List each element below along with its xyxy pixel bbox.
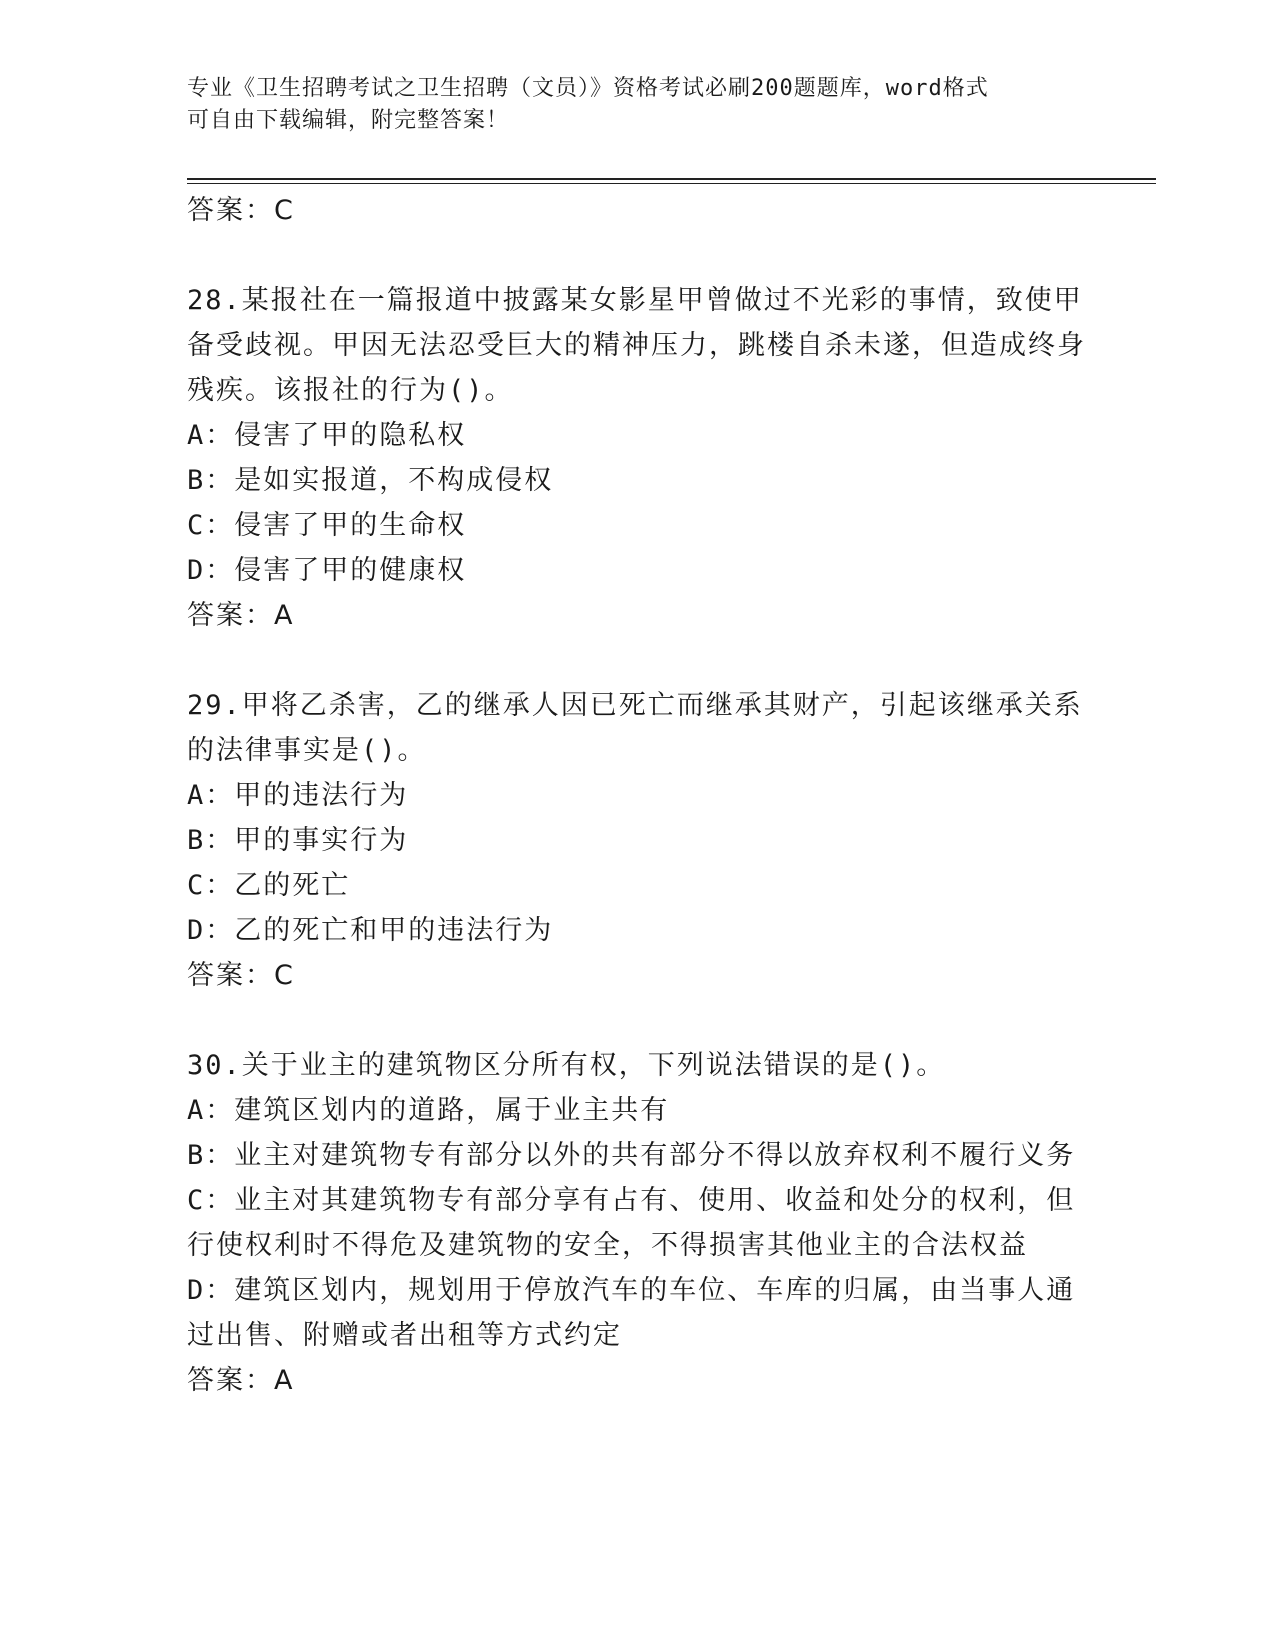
document-header <box>187 73 1067 137</box>
option-b: B：甲的事实行为 <box>187 825 409 856</box>
answer-line: 答案：C <box>187 960 295 991</box>
option-a: A：侵害了甲的隐私权 <box>187 420 467 451</box>
document-body <box>187 188 1087 1404</box>
option-c: C：侵害了甲的生命权 <box>187 510 467 541</box>
question-block-28 <box>187 278 1087 639</box>
answer-line: 答案：A <box>187 1365 295 1396</box>
option-a: A：建筑区划内的道路，属于业主共有 <box>187 1095 670 1126</box>
header-line-2: 可自由下载编辑，附完整答案！ <box>187 108 510 133</box>
option-b: B：是如实报道，不构成侵权 <box>187 465 554 496</box>
option-a: A：甲的违法行为 <box>187 780 409 811</box>
option-c: C：乙的死亡 <box>187 870 351 901</box>
question-block-29 <box>187 683 1087 999</box>
answer-line: 答案：A <box>187 600 295 631</box>
option-c: C：业主对其建筑物专有部分享有占有、使用、收益和处分的权利，但行使权利时不得危及建筑物的安全，不得损害其他业主的合法权益 <box>187 1185 1076 1261</box>
option-b: B：业主对建筑物专有部分以外的共有部分不得以放弃权利不履行义务 <box>187 1140 1076 1171</box>
option-d: D：建筑区划内，规划用于停放汽车的车位、车库的归属，由当事人通过出售、附赠或者出租等方式约定 <box>187 1275 1076 1351</box>
question-stem: 28.某报社在一篇报道中披露某女影星甲曾做过不光彩的事情，致使甲备受歧视。甲因无法忍受巨大的精神压力，跳楼自杀未遂，但造成终身残疾。该报社的行为()。 <box>187 285 1086 406</box>
header-rule-thick <box>187 178 1156 180</box>
question-stem: 30.关于业主的建筑物区分所有权，下列说法错误的是()。 <box>187 1050 946 1081</box>
option-d: D：乙的死亡和甲的违法行为 <box>187 915 554 946</box>
header-rule-thin <box>187 183 1156 184</box>
option-d: D：侵害了甲的健康权 <box>187 555 467 586</box>
header-line-1: 专业《卫生招聘考试之卫生招聘（文员）》资格考试必刷200题题库，word格式 <box>187 76 989 101</box>
question-block-30 <box>187 1043 1087 1404</box>
question-stem: 29.甲将乙杀害，乙的继承人因已死亡而继承其财产，引起该继承关系的法律事实是()。 <box>187 690 1083 766</box>
previous-answer: 答案：C <box>187 195 295 226</box>
